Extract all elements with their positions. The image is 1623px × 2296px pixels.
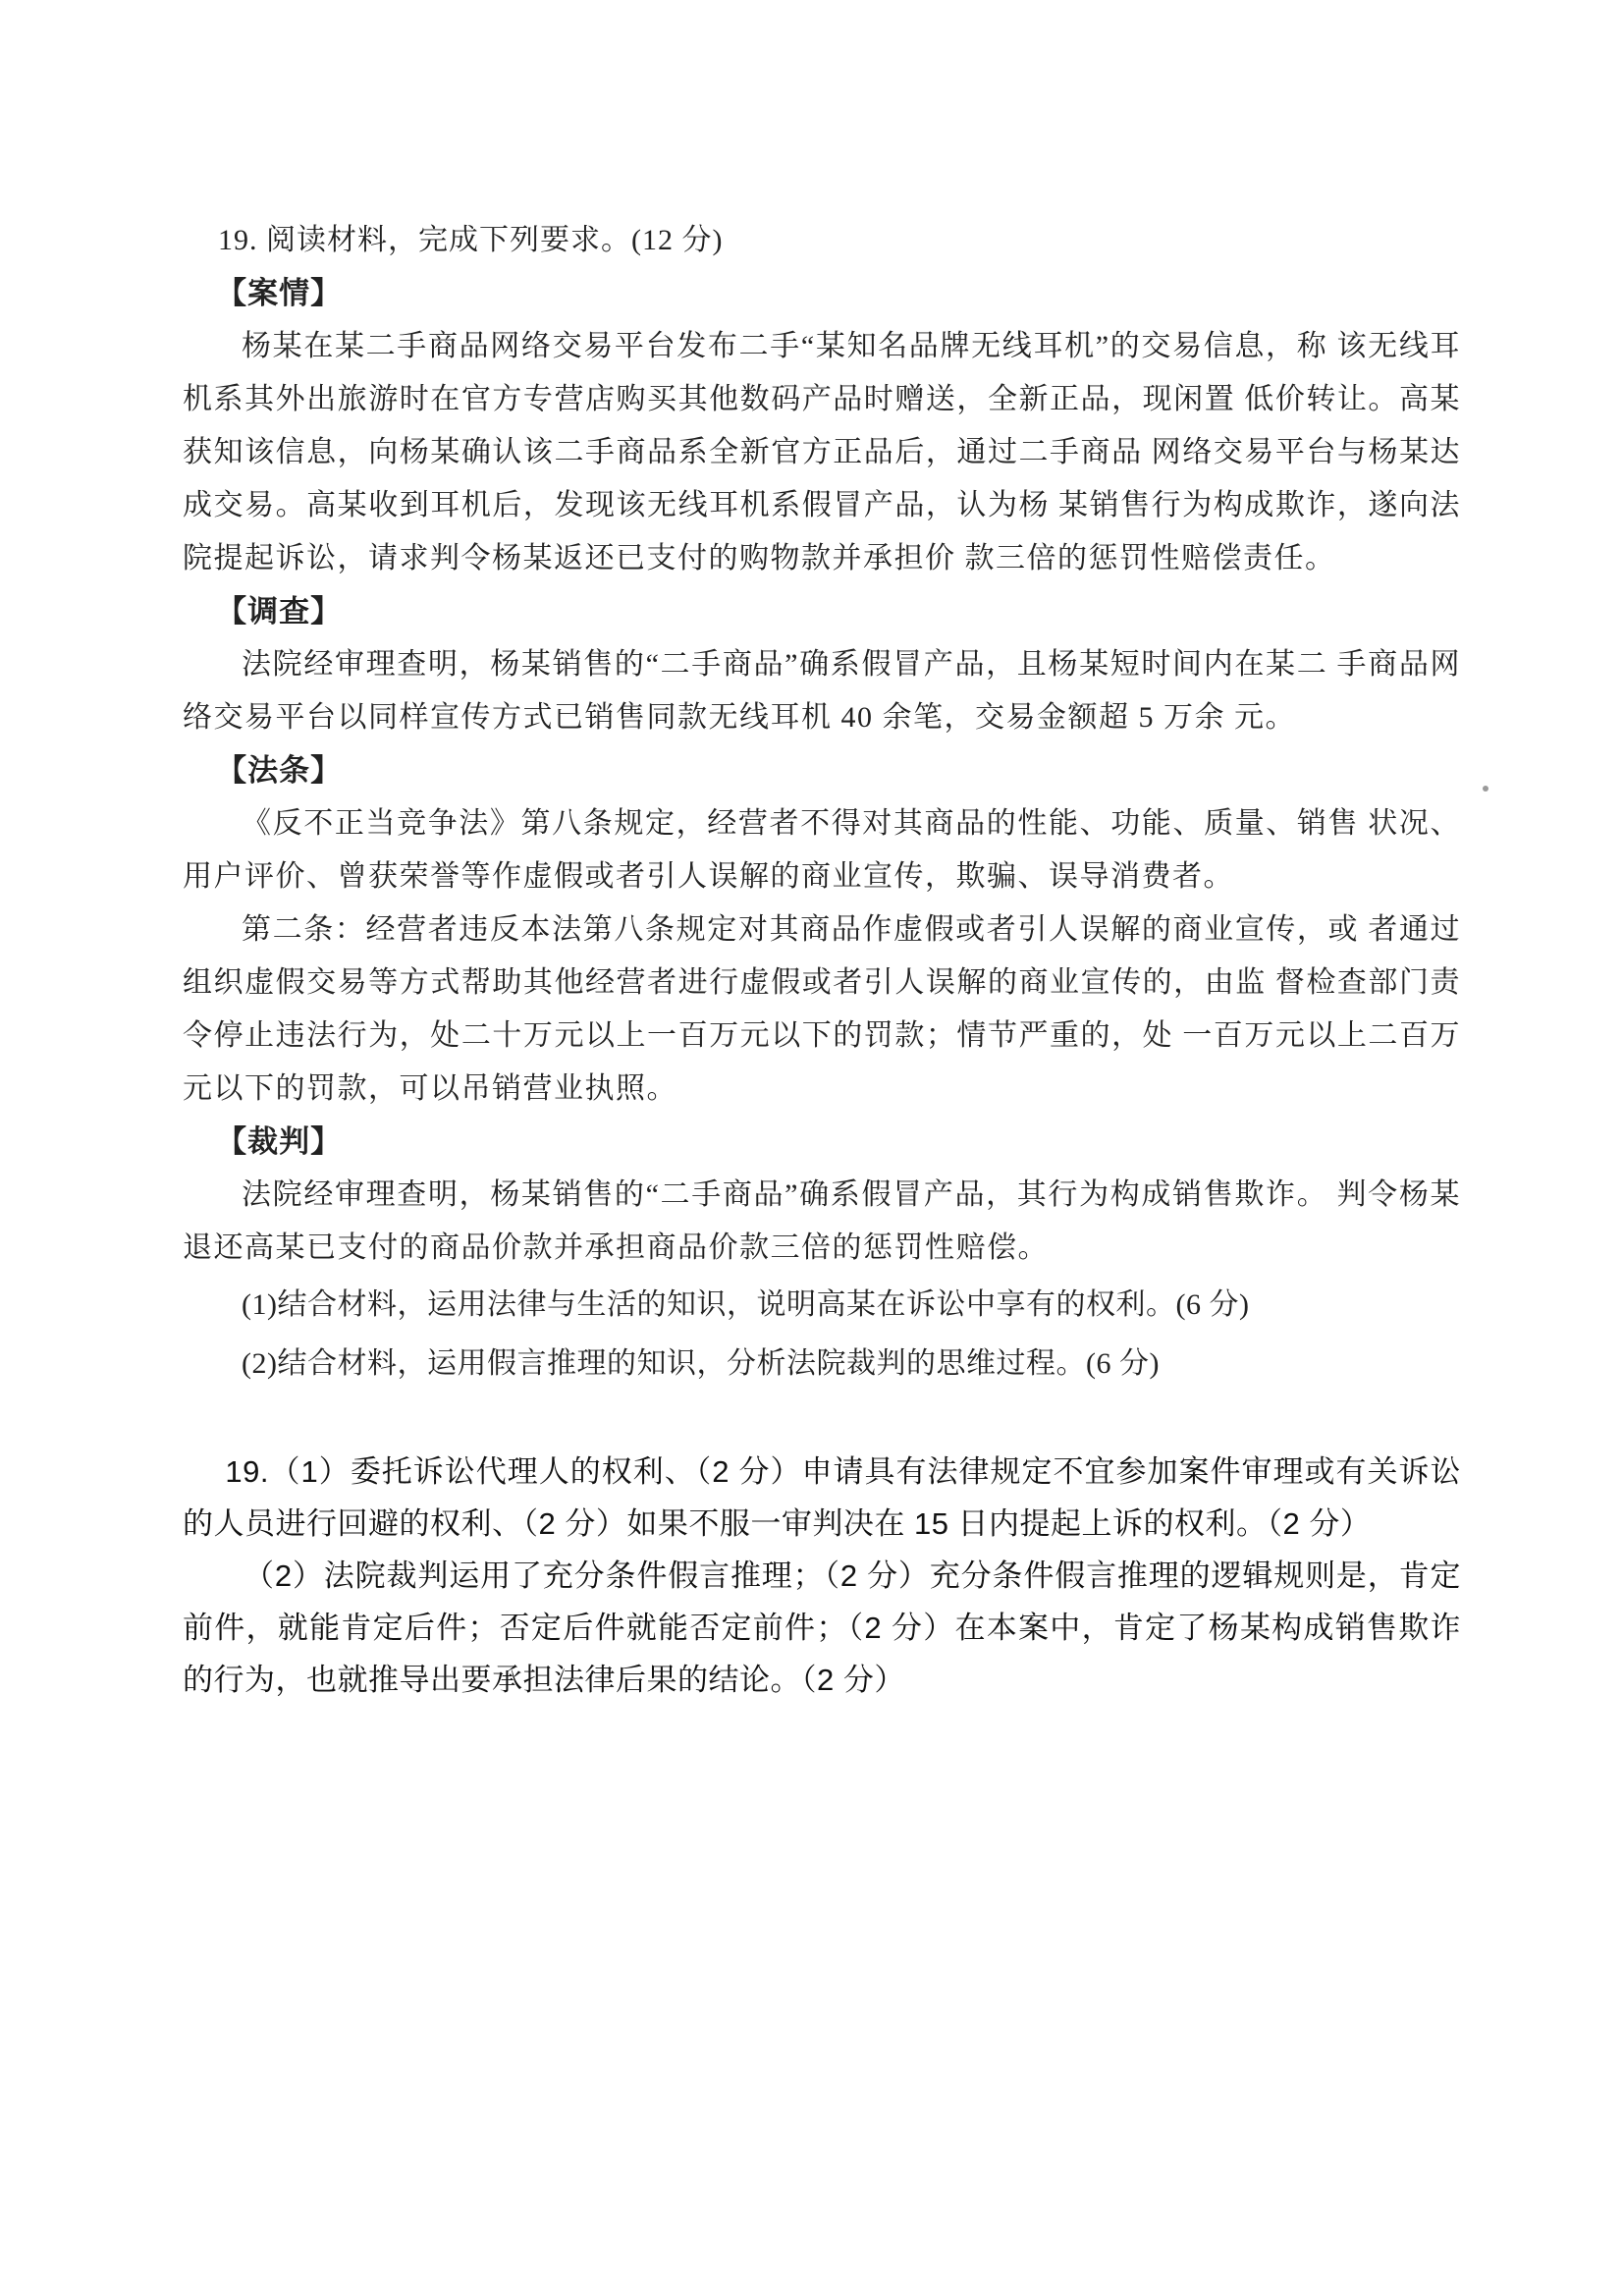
subquestion-2: (2)结合材料，运用假言推理的知识，分析法院裁判的思维过程。(6 分) — [242, 1347, 1160, 1380]
statute-paragraph-1: 《反不正当竞争法》第八条规定，经营者不得对其商品的性能、功能、质量、销售 状况、用户评价、曾获荣誉等作虚假或者引人误解的商业宣传，欺骗、误导消费者。 — [183, 807, 1461, 893]
statute-paragraph-2: 第二条：经营者违反本法第八条规定对其商品作虚假或者引人误解的商业宣传，或 者通过组织虚假交易等方式帮助其他经营者进行虚假或者引人误解的商业宣传的，由监 督检查部门责令停止违法行为，处二十万元以上一百万元以下的罚款；情节严重的，处 一百万元以上二百万元以下的罚款，可以吊销营业执照。 — [183, 913, 1461, 1105]
section-header-judgment: 【裁判】 — [216, 1124, 343, 1159]
case-paragraph: 杨某在某二手商品网络交易平台发布二手“某知名品牌无线耳机”的交易信息，称 该无线耳机系其外出旅游时在官方专营店购买其他数码产品时赠送，全新正品，现闲置 低价转让。高某获知该信息，向杨某确认该二手商品系全新官方正品后，通过二手商品 网络交易平台与杨某达成交易。高某收到耳机后，发现该无线耳机系假冒产品，认为杨 某销售行为构成欺诈，遂向法院提起诉讼，请求判令杨某返还已支付的购物款并承担价 款三倍的惩罚性赔偿责任。 — [183, 330, 1461, 574]
investigation-paragraph: 法院经审理查明，杨某销售的“二手商品”确系假冒产品，且杨某短时间内在某二 手商品网络交易平台以同样宣传方式已销售同款无线耳机 40 余笔，交易金额超 5 万余 元。 — [183, 648, 1461, 734]
scan-artifact-dot — [1483, 786, 1488, 792]
answer-block — [183, 1446, 1461, 1706]
answer-paragraph-1: 19.（1）委托诉讼代理人的权利、（2 分）申请具有法律规定不宜参加案件审理或有关诉讼的人员进行回避的权利、（2 分）如果不服一审判决在 15 日内提起上诉的权利。（2 分） — [183, 1454, 1461, 1541]
judgment-paragraph: 法院经审理查明，杨某销售的“二手商品”确系假冒产品，其行为构成销售欺诈。 判令杨某退还高某已支付的商品价款并承担商品价款三倍的惩罚性赔偿。 — [183, 1178, 1461, 1264]
section-header-investigation: 【调查】 — [216, 594, 343, 629]
section-header-case: 【案情】 — [216, 276, 343, 310]
text-column — [183, 214, 1461, 1706]
question-title: 19. 阅读材料，完成下列要求。(12 分) — [218, 224, 724, 256]
section-header-statute: 【法条】 — [216, 753, 343, 788]
answer-paragraph-2: （2）法院裁判运用了充分条件假言推理；（2 分）充分条件假言推理的逻辑规则是，肯定前件，就能肯定后件；否定后件就能否定前件；（2 分）在本案中，肯定了杨某构成销售欺诈的行为，也就推导出要承担法律后果的结论。（2 分） — [183, 1558, 1461, 1697]
subquestion-1: (1)结合材料，运用法律与生活的知识，说明高某在诉讼中享有的权利。(6 分) — [242, 1288, 1250, 1321]
